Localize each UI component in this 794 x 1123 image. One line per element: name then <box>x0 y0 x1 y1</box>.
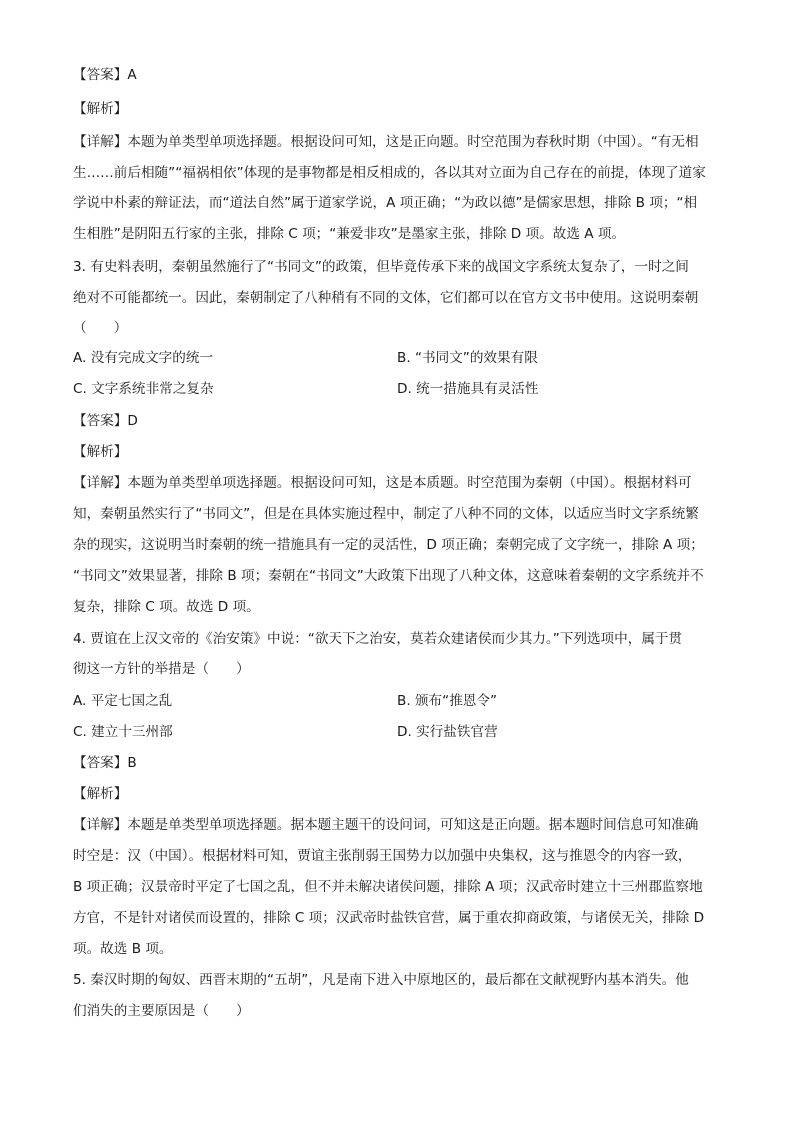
q4-option-c: C. 建立十三州部 <box>73 724 173 740</box>
q4-option-b: B. 颁布“推恩令” <box>397 693 498 709</box>
q4-answer: 【答案】B <box>73 755 137 771</box>
q2-detail-line: 生……前后相随”“福祸相依”体现的是事物都是相反相成的，各以其对立面为自己存在的前提，体现了道家 <box>73 165 706 181</box>
q4-detail-line: 项。故选 B 项。 <box>73 941 173 957</box>
q2-detail-line: 【详解】本题为单类型单项选择题。根据设问可知，这是正向题。时空范围为春秋时期（中国）。“有无相 <box>73 134 699 150</box>
q2-answer: 【答案】A <box>73 67 137 83</box>
q3-stem-line: （ ） <box>73 320 128 336</box>
q2-detail-line: 生相胜”是阴阳五行家的主张，排除 C 项；“兼爱非攻”是墨家主张，排除 D 项。故选 A 项。 <box>73 226 626 242</box>
q3-detail-line: “书同文”效果显著，排除 B 项；秦朝在“书同文”大政策下出现了八种文体，这意味着秦朝的文字系统并不 <box>73 568 704 584</box>
q2-analysis-label: 【解析】 <box>73 101 128 117</box>
q3-detail-line: 【详解】本题为单类型单项选择题。根据设问可知，这是本质题。时空范围为秦朝（中国）。根据材料可 <box>73 475 692 491</box>
q3-detail-line: 复杂，排除 C 项。故选 D 项。 <box>73 599 260 615</box>
q3-analysis-label: 【解析】 <box>73 444 128 460</box>
q4-detail-line: 方官，不是针对诸侯而设置的，排除 C 项；汉武帝时盐铁官营，属于重农抑商政策，与诸侯无关，排除 D <box>73 910 705 926</box>
q3-option-b: B. “书同文”的效果有限 <box>397 350 538 366</box>
q3-option-a: A. 没有完成文字的统一 <box>73 350 214 366</box>
q3-stem-line: 3. 有史料表明，秦朝虽然施行了“书同文”的政策，但毕竟传承下来的战国文字系统太复杂了，一时之间 <box>73 259 689 275</box>
q2-detail-line: 学说中朴素的辩证法，而“道法自然”属于道家学说，A 项正确；“为政以德”是儒家思想，排除 B 项；“相 <box>73 195 698 211</box>
q4-option-d: D. 实行盐铁官营 <box>397 724 498 740</box>
q4-detail-line: B 项正确；汉景帝时平定了七国之乱，但不并未解决诸侯问题，排除 A 项；汉武帝时建立十三州郡监察地 <box>73 879 703 895</box>
q5-stem-line: 5. 秦汉时期的匈奴、西晋末期的“五胡”，凡是南下进入中原地区的，最后都在文献视野内基本消失。他 <box>73 972 689 988</box>
q3-answer: 【答案】D <box>73 413 138 429</box>
q4-detail-line: 【详解】本题是单类型单项选择题。据本题主题干的设问词，可知这是正向题。据本题时间信息可知准确 <box>73 817 699 833</box>
q3-detail-line: 知，秦朝虽然实行了“书同文”，但是在具体实施过程中，制定了八种不同的文体，以适应当时文字系统繁 <box>73 506 699 522</box>
q4-stem-line: 4. 贾谊在上汉文帝的《治安策》中说：“欲天下之治安，莫若众建诸侯而少其力。”下列选项中，属于贯 <box>73 631 683 647</box>
q3-stem-line: 绝对不可能都统一。因此，秦朝制定了八种稍有不同的文体，它们都可以在官方文书中使用。这说明秦朝 <box>73 290 699 306</box>
q3-option-d: D. 统一措施具有灵活性 <box>397 381 539 397</box>
q4-stem-line: 彻这一方针的举措是（ ） <box>73 661 250 677</box>
q4-detail-line: 时空是：汉（中国）。根据材料可知，贾谊主张削弱王国势力以加强中央集权，这与推恩令的内容一致， <box>73 848 692 864</box>
q3-detail-line: 杂的现实，这说明当时秦朝的统一措施具有一定的灵活性，D 项正确；秦朝完成了文字统一，排除 A 项； <box>73 537 704 553</box>
q4-option-a: A. 平定七国之乱 <box>73 693 173 709</box>
q5-stem-line: 们消失的主要原因是（ ） <box>73 1003 250 1019</box>
q4-analysis-label: 【解析】 <box>73 786 128 802</box>
q3-option-c: C. 文字系统非常之复杂 <box>73 381 214 397</box>
